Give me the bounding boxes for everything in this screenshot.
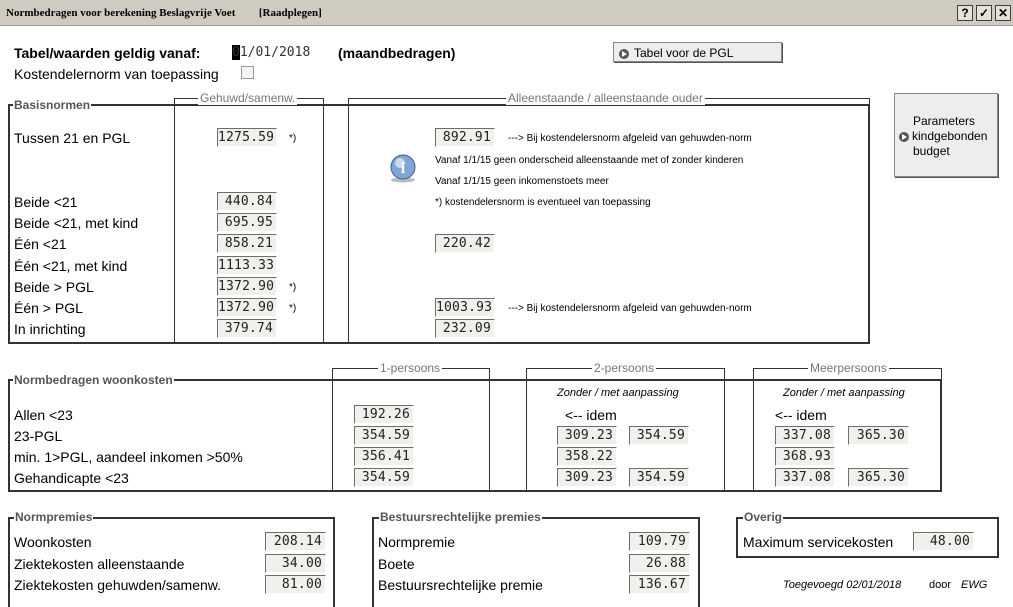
row-label: Boete	[378, 556, 415, 572]
svg-text:i: i	[400, 160, 406, 177]
p2-idem: <-- idem	[565, 407, 617, 423]
row-label: Één <21	[14, 236, 67, 252]
married-value[interactable]: 1275.59	[217, 128, 277, 147]
row-label: Maximum servicekosten	[743, 534, 894, 550]
premie-value[interactable]: 81.00	[265, 575, 326, 594]
info-icon	[388, 153, 418, 183]
info-line-3: *) kostendelersnorm is eventueel van toepassing	[435, 197, 651, 208]
asterisk-note: *)	[289, 282, 297, 293]
info-line-1: Vanaf 1/1/15 geen onderscheid alleenstaande met of zonder kinderen	[435, 155, 744, 166]
by-label: door	[929, 579, 952, 591]
play-icon	[899, 132, 909, 142]
row-label: Gehandicapte <23	[14, 470, 129, 486]
p2-value-without[interactable]: 358.22	[557, 447, 617, 466]
pm-value-without[interactable]: 368.93	[775, 447, 835, 466]
married-value[interactable]: 1113.33	[217, 256, 277, 275]
window-title	[6, 7, 322, 19]
p1-value[interactable]: 354.59	[354, 468, 414, 487]
married-value[interactable]: 1372.90	[217, 277, 277, 296]
cost-sharer-label: Kostendelernorm van toepassing	[14, 66, 219, 82]
play-icon	[619, 49, 629, 59]
p2-value-with[interactable]: 354.59	[629, 426, 689, 445]
single-value[interactable]: 892.91	[435, 128, 495, 147]
info-line-2: Vanaf 1/1/15 geen inkomenstoets meer	[435, 176, 609, 187]
p2-value-with[interactable]: 354.59	[629, 468, 689, 487]
row-label: min. 1>PGL, aandeel inkomen >50%	[14, 449, 243, 465]
p1-column-title: 1-persoons	[380, 361, 441, 375]
valid-from-label: Tabel/waarden geldig vanaf:	[14, 45, 201, 61]
bestuur-value[interactable]: 109.79	[629, 532, 690, 551]
costsharer-note: ---> Bij kostendelersnorm afgeleid van gehuwden-norm	[508, 133, 752, 144]
p1-value[interactable]: 192.26	[354, 405, 414, 424]
overig-title: Overig	[744, 510, 783, 524]
close-button[interactable]: ✕	[995, 5, 1011, 21]
asterisk-note: *)	[289, 133, 297, 144]
single-value[interactable]: 220.42	[435, 234, 495, 253]
pm-value-without[interactable]: 337.08	[775, 468, 835, 487]
married-column-title: Gehuwd/samenw.	[200, 91, 296, 105]
married-value[interactable]: 1372.90	[217, 298, 277, 317]
pm-value-with[interactable]: 365.30	[848, 426, 909, 445]
row-label: Beide <21, met kind	[14, 215, 139, 231]
row-label: Tussen 21 en PGL	[14, 130, 131, 146]
cost-sharer-checkbox[interactable]	[241, 66, 254, 79]
row-label: Beide <21	[14, 194, 78, 210]
row-label: Beide > PGL	[14, 279, 94, 295]
row-label: Één > PGL	[14, 300, 83, 316]
added-by: EWG	[961, 579, 988, 591]
params-button-line3: budget	[913, 144, 950, 158]
bestuur-value[interactable]: 26.88	[629, 554, 690, 573]
params-kindgebonden-button[interactable]	[894, 93, 998, 177]
single-column-title: Alleenstaande / alleenstaande ouder	[508, 91, 703, 105]
window-mode: [Raadplegen]	[258, 7, 322, 19]
normpremies-title: Normpremies	[15, 510, 93, 524]
p2-value-without[interactable]: 309.23	[557, 426, 617, 445]
row-label: Woonkosten	[14, 534, 92, 550]
added-date: Toegevoegd 02/01/2018	[783, 579, 902, 591]
row-label: Allen <23	[14, 407, 73, 423]
single-value[interactable]: 232.09	[435, 319, 495, 338]
params-button-line2: kindgebonden	[912, 129, 988, 143]
asterisk-note: *)	[289, 303, 297, 314]
row-label: In inrichting	[14, 321, 86, 337]
title-bar	[0, 0, 1013, 26]
basisnormen-title: Basisnormen	[14, 98, 91, 112]
married-value[interactable]: 379.74	[217, 319, 277, 338]
pm-subtitle: Zonder / met aanpassing	[783, 387, 905, 399]
p2-value-without[interactable]: 309.23	[557, 468, 617, 487]
monthly-label: (maandbedragen)	[338, 45, 456, 61]
bestuur-value[interactable]: 136.67	[629, 575, 690, 594]
p2-subtitle: Zonder / met aanpassing	[557, 387, 679, 399]
premie-value[interactable]: 34.00	[265, 554, 326, 573]
premie-value[interactable]: 208.14	[265, 532, 326, 551]
row-label: Één <21, met kind	[14, 258, 128, 274]
row-label: Normpremie	[378, 534, 456, 550]
pm-column-title: Meerpersoons	[810, 361, 887, 375]
costsharer-note: ---> Bij kostendelersnorm afgeleid van gehuwden-norm	[508, 303, 752, 314]
pgl-table-button-label: Tabel voor de PGL	[634, 46, 734, 60]
valid-from-input[interactable]	[232, 45, 310, 60]
row-label: Ziektekosten alleenstaande	[14, 556, 185, 572]
single-value[interactable]: 1003.93	[435, 298, 495, 317]
help-button[interactable]: ?	[957, 5, 973, 21]
woonkosten-title: Normbedragen woonkosten	[14, 373, 173, 387]
p1-value[interactable]: 356.41	[354, 447, 414, 466]
married-value[interactable]: 695.95	[217, 213, 277, 232]
married-value[interactable]: 440.84	[217, 192, 277, 211]
p1-value[interactable]: 354.59	[354, 426, 414, 445]
row-label: Ziektekosten gehuwden/samenw.	[14, 577, 222, 593]
bestuur-title: Bestuursrechtelijke premies	[380, 510, 541, 524]
servicekosten-value[interactable]: 48.00	[913, 532, 974, 551]
window-title-text: Normbedragen voor berekening Beslagvrije Voet	[6, 7, 236, 19]
row-label: Bestuursrechtelijke premie	[378, 577, 543, 593]
pm-value-without[interactable]: 337.08	[775, 426, 835, 445]
pgl-table-button[interactable]	[613, 42, 782, 62]
married-value[interactable]: 858.21	[217, 234, 277, 253]
pm-value-with[interactable]: 365.30	[848, 468, 909, 487]
ok-button[interactable]: ✓	[976, 5, 992, 21]
valid-from-value: 01/01/2018	[232, 45, 311, 60]
p2-column-title: 2-persoons	[594, 361, 655, 375]
row-label: 23-PGL	[14, 428, 63, 444]
params-button-line1: Parameters	[913, 114, 976, 128]
pm-idem: <-- idem	[775, 407, 827, 423]
